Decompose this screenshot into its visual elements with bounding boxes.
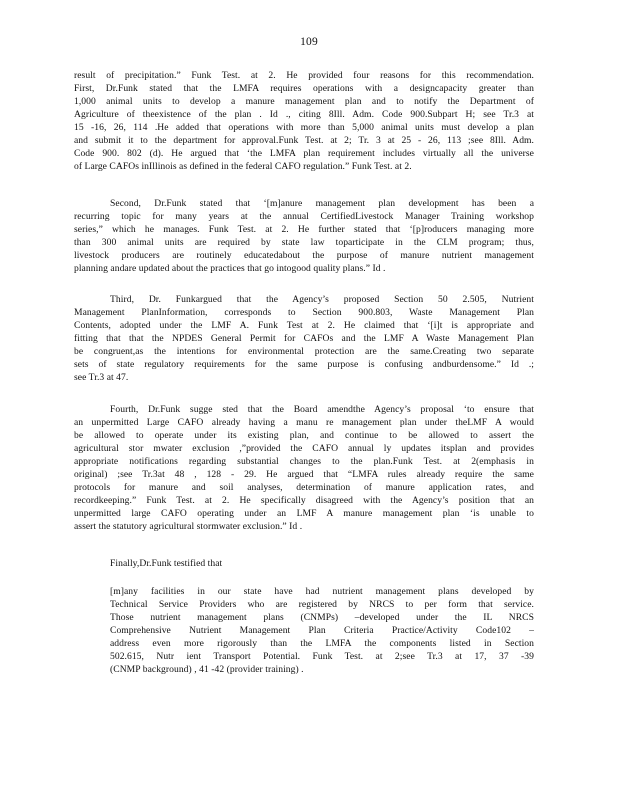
text-line: livestock producers are routinely educatedabout the purpose of manure nutrient management: [74, 249, 534, 261]
quote-line: Technical Service Providers who are registered by NRCS to per form that service.: [110, 598, 534, 610]
quote-line: (CNMP background) , 41 -42 (provider training) .: [110, 663, 304, 675]
text-line: Third, Dr. Funkargued that the Agency’s proposed Section 50 2.505, Nutrient: [110, 294, 534, 305]
text-line: Fourth, Dr.Funk sugge sted that the Board amendthe Agency’s proposal ‘to ensure that: [110, 404, 534, 415]
text-line: see Tr.3 at 47.: [74, 371, 129, 383]
quote-line: [m]any facilities in our state have had nutrient management plans developed by: [110, 586, 534, 597]
text-line: 1,000 animal units to develop a manure management plan and to notify the Department of: [74, 95, 534, 107]
text-line: than 300 animal units are required by state law toparticipate in the CLM program; thus,: [74, 236, 534, 248]
text-line: be congruent,as the intentions for environmental protection are the same.Creating two separate: [74, 345, 534, 357]
quote-line: Those nutrient management plans (CNMPs) –developed under the IL NRCS: [110, 611, 534, 623]
text-line: Agriculture of theexistence of the plan . Id ., citing 8Ill. Adm. Code 900.Subpart H; see Tr.3 at: [74, 108, 534, 120]
text-line: appropriate notifications regarding substantial changes to the plan.Funk Test. at 2(emphasis in: [74, 455, 534, 467]
text-line: assert the statutory agricultural stormwater exclusion.” Id .: [74, 520, 303, 532]
text-line: be allowed to operate under its existing plan, and continue to be allowed to assert the: [74, 429, 534, 441]
text-line: original) ;see Tr.3at 48 , 128 - 29. He argued that “LMFA rules already require the same: [74, 468, 534, 480]
text-line: unpermitted large CAFO operating under an LMF A manure management plan ‘is unable to: [74, 507, 534, 519]
text-line: planning andare updated about the practices that go intogood quality plans.” Id .: [74, 262, 386, 274]
text-line: Second, Dr.Funk stated that ‘[m]anure management plan development has been a: [110, 198, 534, 209]
text-line: Contents, adopted under the LMF A. Funk Test at 2. He claimed that ‘[i]t is appropriate and: [74, 319, 534, 331]
text-line: recordkeeping.” Funk Test. at 2. He specifically disagreed with the Agency’s position that an: [74, 494, 534, 506]
text-line: of Large CAFOs inIllinois as defined in the federal CAFO regulation.” Funk Test. at 2.: [74, 160, 412, 172]
text-line: Management PlanInformation, corresponds to Section 900.803, Waste Management Plan: [74, 306, 534, 318]
text-line: 15 -16, 26, 114 .He added that operations with more than 5,000 animal units must develop a plan: [74, 121, 534, 133]
text-line: Finally,Dr.Funk testified that: [110, 558, 223, 569]
block-quote: [110, 586, 534, 677]
text-line: series,” which he manages. Funk Test. at 2. He further stated that ‘[p]roducers managing more: [74, 223, 534, 235]
text-line: result of precipitation.” Funk Test. at 2. He provided four reasons for this recommendation.: [74, 70, 534, 81]
text-line: First, Dr.Funk stated that the LMFA requires operations with a designcapacity greater than: [74, 82, 534, 94]
quote-line: address even more rigorously than the LMFA the components listed in Section: [110, 637, 534, 649]
text-line: recurring topic for many years at the annual CertifiedLivestock Manager Training workshop: [74, 210, 534, 222]
paragraph-1: [74, 70, 534, 174]
text-line: an unpermitted Large CAFO already having a manu re management plan under theLMF A would: [74, 416, 534, 428]
text-line: Code 900. 802 (d). He argued that ‘the LMFA plan requirement includes virtually all the universe: [74, 147, 534, 159]
quote-line: Comprehensive Nutrient Management Plan Criteria Practice/Activity Code102 –: [110, 624, 534, 636]
text-line: sets of state regulatory requirements for the same purpose is confusing andburdensome.” Id .;: [74, 358, 534, 370]
paragraph-4: [74, 404, 534, 534]
text-line: protocols for manure and soil analyses, determination of manure application rates, and: [74, 481, 534, 493]
text-line: agricultural stor mwater exclusion ,”provided the CAFO annual ly updates itsplan and provides: [74, 442, 534, 454]
paragraph-5: [74, 558, 534, 571]
paragraph-3: [74, 294, 534, 385]
text-line: fitting that that the NPDES General Permit for CAFOs and the LMF A Waste Management Plan: [74, 332, 534, 344]
quote-line: 502.615, Nutr ient Transport Potential. Funk Test. at 2;see Tr.3 at 17, 37 -39: [110, 650, 534, 662]
text-line: and submit it to the department for approval.Funk Test. at 2; Tr. 3 at 25 - 26, 113 ;see 8Ill. Adm.: [74, 134, 534, 146]
page-number: 109: [300, 36, 318, 48]
paragraph-2: [74, 198, 534, 276]
